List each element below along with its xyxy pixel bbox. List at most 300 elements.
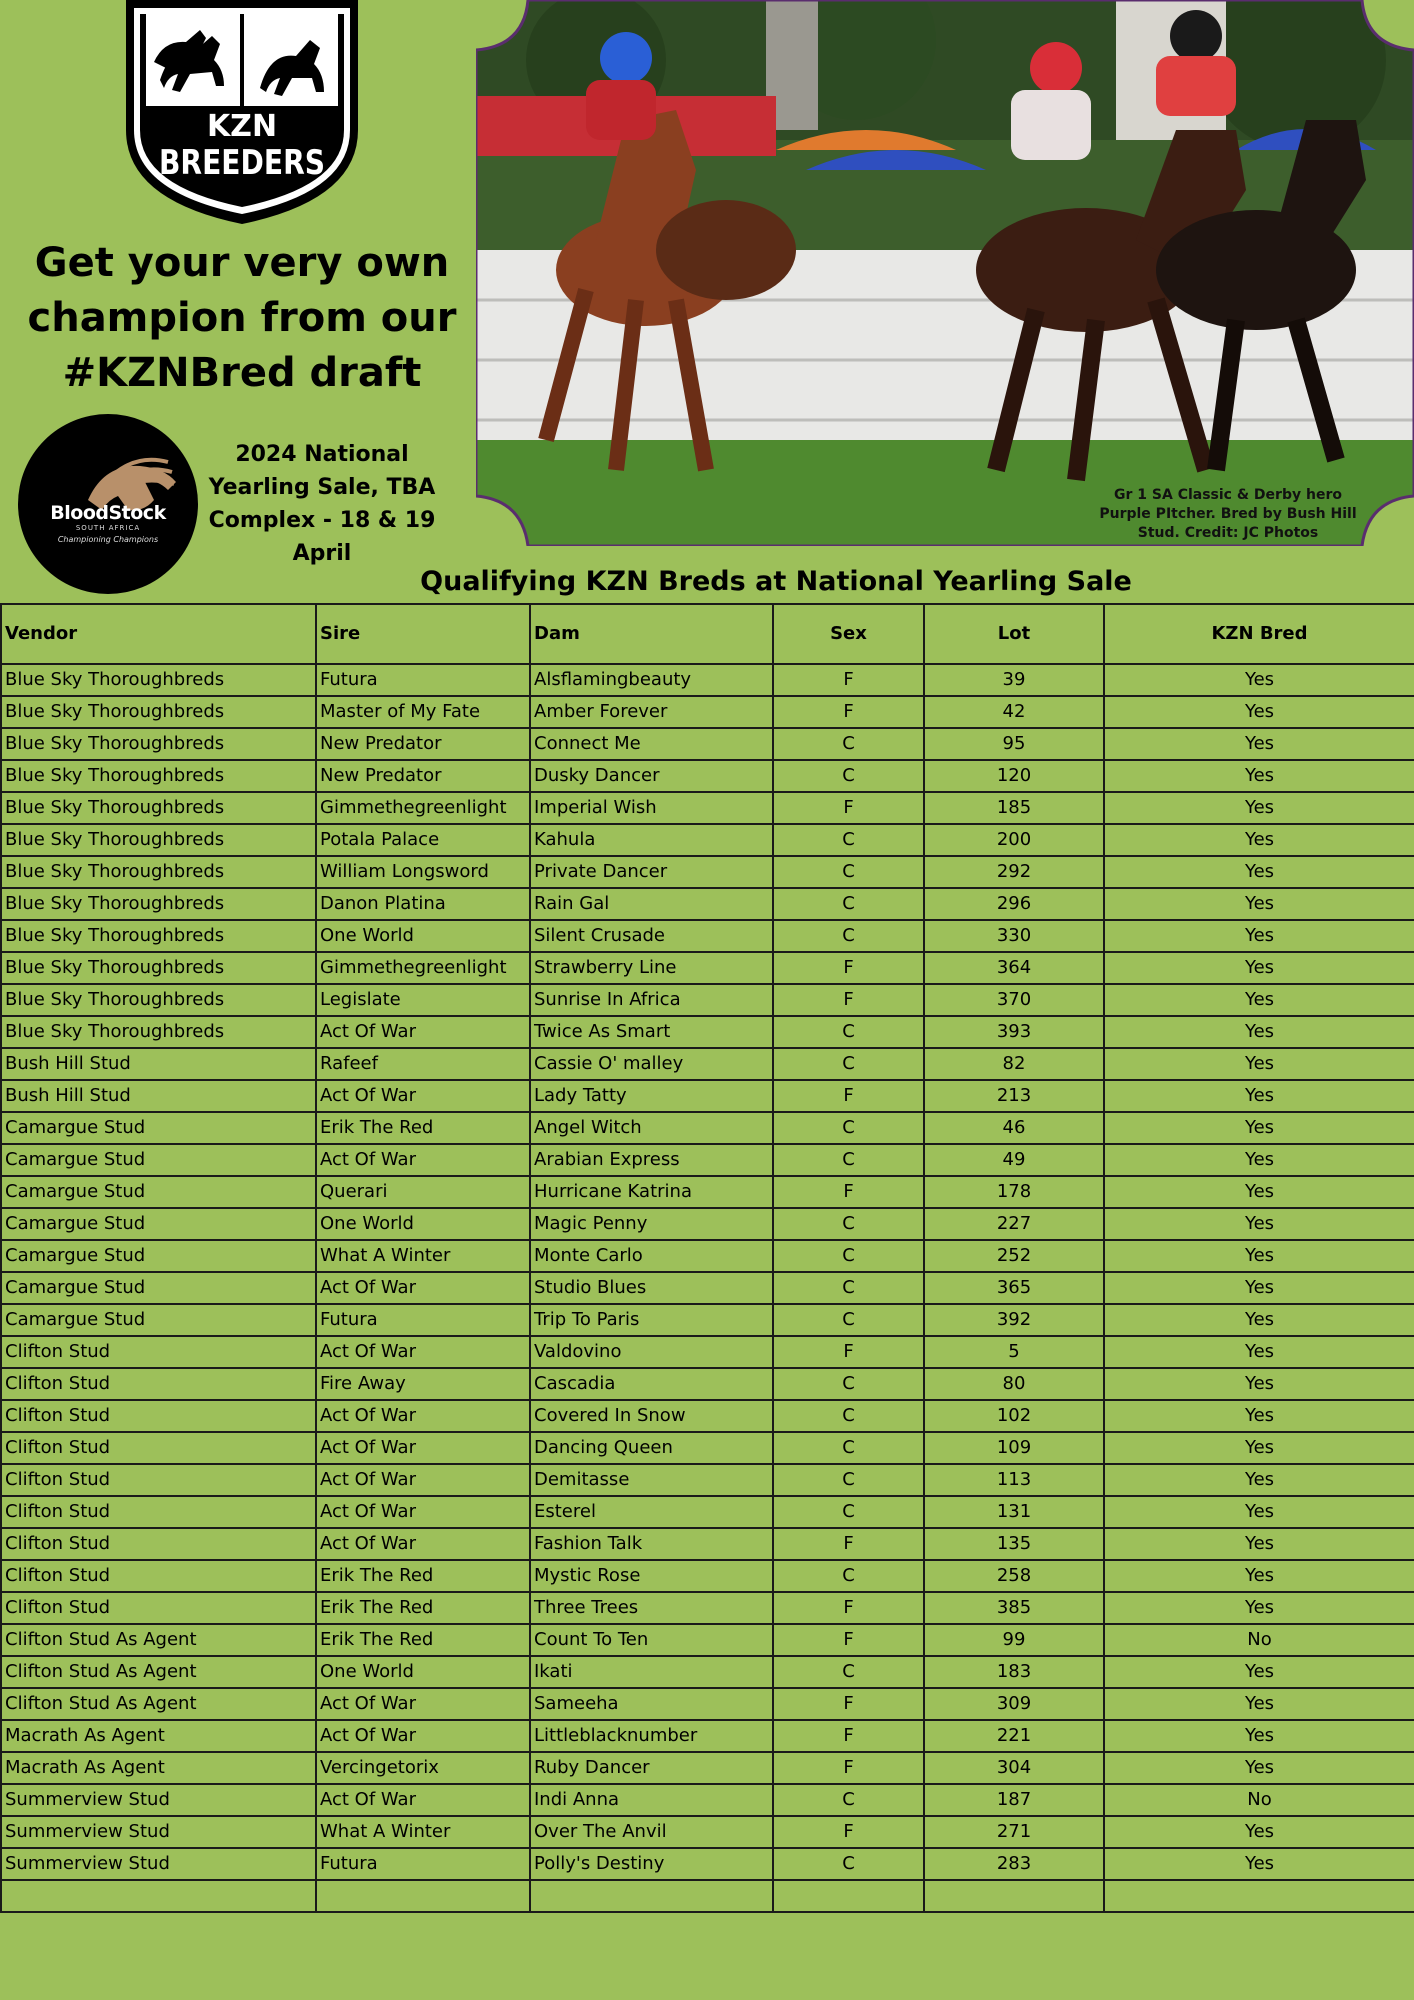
table-row	[1, 1464, 1414, 1496]
cell-sex: F	[773, 664, 924, 696]
cell-dam: Arabian Express	[530, 1144, 773, 1176]
cell-dam: Three Trees	[530, 1592, 773, 1624]
table-row	[1, 1528, 1414, 1560]
column-header-dam: Dam	[530, 604, 773, 664]
cell-dam: Kahula	[530, 824, 773, 856]
cell-vendor: Camargue Stud	[1, 1176, 316, 1208]
caption-line-2: Purple PItcher. Bred by Bush Hill	[1099, 506, 1357, 522]
cell-kzn-bred: Yes	[1104, 1688, 1414, 1720]
table-row	[1, 1016, 1414, 1048]
cell-sire: Act Of War	[316, 1400, 530, 1432]
cell-kzn-bred: Yes	[1104, 920, 1414, 952]
cell-sex: F	[773, 1080, 924, 1112]
bloodstock-name: BloodStock	[50, 502, 166, 524]
cell-lot: 46	[924, 1112, 1104, 1144]
cell-sire: Vercingetorix	[316, 1752, 530, 1784]
cell-vendor: Blue Sky Thoroughbreds	[1, 792, 316, 824]
cell-sex: F	[773, 696, 924, 728]
cell-dam: Studio Blues	[530, 1272, 773, 1304]
cell-kzn-bred: Yes	[1104, 696, 1414, 728]
cell-lot: 227	[924, 1208, 1104, 1240]
cell-sire: Potala Palace	[316, 824, 530, 856]
empty-cell	[924, 1880, 1104, 1912]
cell-sex: C	[773, 1432, 924, 1464]
cell-vendor: Camargue Stud	[1, 1112, 316, 1144]
cell-dam: Fashion Talk	[530, 1528, 773, 1560]
cell-sire: One World	[316, 920, 530, 952]
cell-lot: 42	[924, 696, 1104, 728]
column-header-sire: Sire	[316, 604, 530, 664]
cell-vendor: Blue Sky Thoroughbreds	[1, 760, 316, 792]
cell-sire: What A Winter	[316, 1240, 530, 1272]
cell-sire: Act Of War	[316, 1784, 530, 1816]
cell-dam: Indi Anna	[530, 1784, 773, 1816]
cell-vendor: Blue Sky Thoroughbreds	[1, 920, 316, 952]
cell-lot: 258	[924, 1560, 1104, 1592]
cell-dam: Ruby Dancer	[530, 1752, 773, 1784]
table-row	[1, 920, 1414, 952]
cell-sire: William Longsword	[316, 856, 530, 888]
cell-kzn-bred: Yes	[1104, 1816, 1414, 1848]
cell-sire: Futura	[316, 664, 530, 696]
cell-dam: Magic Penny	[530, 1208, 773, 1240]
cell-dam: Private Dancer	[530, 856, 773, 888]
cell-lot: 95	[924, 728, 1104, 760]
cell-sex: C	[773, 1656, 924, 1688]
cell-kzn-bred: Yes	[1104, 1560, 1414, 1592]
cell-sex: F	[773, 1816, 924, 1848]
table-row	[1, 1272, 1414, 1304]
cell-lot: 283	[924, 1848, 1104, 1880]
cell-sire: New Predator	[316, 728, 530, 760]
cell-dam: Sunrise In Africa	[530, 984, 773, 1016]
headline-line-2: champion from our	[27, 295, 457, 341]
cell-dam: Sameeha	[530, 1688, 773, 1720]
table-row	[1, 1592, 1414, 1624]
cell-lot: 185	[924, 792, 1104, 824]
cell-kzn-bred: Yes	[1104, 1048, 1414, 1080]
cell-vendor: Blue Sky Thoroughbreds	[1, 728, 316, 760]
cell-sire: What A Winter	[316, 1816, 530, 1848]
cell-kzn-bred: Yes	[1104, 760, 1414, 792]
cell-lot: 82	[924, 1048, 1104, 1080]
cell-kzn-bred: Yes	[1104, 1144, 1414, 1176]
cell-dam: Polly's Destiny	[530, 1848, 773, 1880]
cell-vendor: Blue Sky Thoroughbreds	[1, 984, 316, 1016]
cell-sex: F	[773, 792, 924, 824]
cell-sex: C	[773, 856, 924, 888]
table-row	[1, 1208, 1414, 1240]
empty-cell	[1, 1880, 316, 1912]
cell-vendor: Camargue Stud	[1, 1272, 316, 1304]
cell-sire: Act Of War	[316, 1688, 530, 1720]
cell-lot: 393	[924, 1016, 1104, 1048]
cell-vendor: Summerview Stud	[1, 1784, 316, 1816]
cell-kzn-bred: Yes	[1104, 984, 1414, 1016]
cell-sex: F	[773, 1528, 924, 1560]
cell-lot: 292	[924, 856, 1104, 888]
empty-row	[1, 1880, 1414, 1912]
cell-sex: C	[773, 1848, 924, 1880]
cell-kzn-bred: Yes	[1104, 1368, 1414, 1400]
cell-vendor: Blue Sky Thoroughbreds	[1, 856, 316, 888]
cell-sire: Gimmethegreenlight	[316, 952, 530, 984]
cell-kzn-bred: Yes	[1104, 1080, 1414, 1112]
cell-sire: Act Of War	[316, 1144, 530, 1176]
cell-lot: 330	[924, 920, 1104, 952]
cell-kzn-bred: Yes	[1104, 888, 1414, 920]
cell-sex: C	[773, 1368, 924, 1400]
cell-lot: 5	[924, 1336, 1104, 1368]
cell-vendor: Camargue Stud	[1, 1304, 316, 1336]
table-row	[1, 1848, 1414, 1880]
bloodstock-sub: SOUTH AFRICA	[75, 524, 141, 532]
cell-dam: Connect Me	[530, 728, 773, 760]
cell-sex: F	[773, 1592, 924, 1624]
empty-cell	[773, 1880, 924, 1912]
table-row	[1, 1560, 1414, 1592]
table-title: Qualifying KZN Breds at National Yearling Sale	[420, 566, 1132, 597]
cell-lot: 304	[924, 1752, 1104, 1784]
sale-info-line-2: Yearling Sale, TBA	[208, 475, 436, 500]
column-header-sex: Sex	[773, 604, 924, 664]
table-row	[1, 1688, 1414, 1720]
cell-lot: 187	[924, 1784, 1104, 1816]
cell-dam: Imperial Wish	[530, 792, 773, 824]
cell-sex: F	[773, 1624, 924, 1656]
cell-kzn-bred: Yes	[1104, 1240, 1414, 1272]
cell-dam: Littleblacknumber	[530, 1720, 773, 1752]
cell-lot: 183	[924, 1656, 1104, 1688]
cell-dam: Cascadia	[530, 1368, 773, 1400]
cell-vendor: Clifton Stud As Agent	[1, 1656, 316, 1688]
cell-sire: Erik The Red	[316, 1560, 530, 1592]
headline	[20, 236, 464, 401]
cell-sire: Erik The Red	[316, 1624, 530, 1656]
cell-sire: Futura	[316, 1848, 530, 1880]
table-row	[1, 728, 1414, 760]
cell-kzn-bred: Yes	[1104, 1112, 1414, 1144]
cell-dam: Dusky Dancer	[530, 760, 773, 792]
cell-sire: Erik The Red	[316, 1112, 530, 1144]
cell-sire: Act Of War	[316, 1272, 530, 1304]
cell-sex: C	[773, 824, 924, 856]
cell-vendor: Summerview Stud	[1, 1816, 316, 1848]
cell-lot: 213	[924, 1080, 1104, 1112]
table-row	[1, 760, 1414, 792]
cell-dam: Hurricane Katrina	[530, 1176, 773, 1208]
cell-sex: C	[773, 1112, 924, 1144]
cell-kzn-bred: No	[1104, 1784, 1414, 1816]
cell-kzn-bred: Yes	[1104, 1432, 1414, 1464]
cell-sire: Act Of War	[316, 1496, 530, 1528]
cell-kzn-bred: Yes	[1104, 1336, 1414, 1368]
cell-kzn-bred: Yes	[1104, 1592, 1414, 1624]
cell-dam: Over The Anvil	[530, 1816, 773, 1848]
cell-kzn-bred: Yes	[1104, 1208, 1414, 1240]
table-header-row	[1, 604, 1414, 664]
cell-sire: One World	[316, 1656, 530, 1688]
cell-vendor: Camargue Stud	[1, 1208, 316, 1240]
cell-vendor: Clifton Stud	[1, 1432, 316, 1464]
cell-kzn-bred: Yes	[1104, 1720, 1414, 1752]
cell-vendor: Clifton Stud	[1, 1464, 316, 1496]
table-row	[1, 1112, 1414, 1144]
table-row	[1, 1304, 1414, 1336]
cell-lot: 131	[924, 1496, 1104, 1528]
cell-sex: C	[773, 1400, 924, 1432]
cell-lot: 309	[924, 1688, 1104, 1720]
empty-cell	[530, 1880, 773, 1912]
cell-lot: 296	[924, 888, 1104, 920]
table-row	[1, 824, 1414, 856]
cell-vendor: Camargue Stud	[1, 1144, 316, 1176]
cell-vendor: Camargue Stud	[1, 1240, 316, 1272]
caption-line-1: Gr 1 SA Classic & Derby hero	[1114, 487, 1342, 503]
cell-sex: C	[773, 1048, 924, 1080]
cell-dam: Amber Forever	[530, 696, 773, 728]
cell-sire: Erik The Red	[316, 1592, 530, 1624]
cell-sire: Danon Platina	[316, 888, 530, 920]
cell-sex: F	[773, 984, 924, 1016]
cell-lot: 385	[924, 1592, 1104, 1624]
cell-sex: C	[773, 1240, 924, 1272]
cell-sire: Act Of War	[316, 1336, 530, 1368]
cell-dam: Strawberry Line	[530, 952, 773, 984]
race-photo	[476, 0, 1414, 546]
cell-sire: Act Of War	[316, 1080, 530, 1112]
cell-sire: Querari	[316, 1176, 530, 1208]
cell-dam: Esterel	[530, 1496, 773, 1528]
cell-sire: One World	[316, 1208, 530, 1240]
table-body	[1, 664, 1414, 1912]
cell-lot: 364	[924, 952, 1104, 984]
cell-vendor: Clifton Stud As Agent	[1, 1688, 316, 1720]
cell-kzn-bred: Yes	[1104, 1304, 1414, 1336]
cell-kzn-bred: Yes	[1104, 856, 1414, 888]
cell-lot: 120	[924, 760, 1104, 792]
table-row	[1, 984, 1414, 1016]
table-row	[1, 664, 1414, 696]
cell-kzn-bred: Yes	[1104, 664, 1414, 696]
table-row	[1, 1176, 1414, 1208]
cell-kzn-bred: Yes	[1104, 1400, 1414, 1432]
table-row	[1, 1368, 1414, 1400]
table-row	[1, 1432, 1414, 1464]
cell-lot: 99	[924, 1624, 1104, 1656]
cell-vendor: Clifton Stud	[1, 1528, 316, 1560]
cell-vendor: Blue Sky Thoroughbreds	[1, 952, 316, 984]
yearlings-table	[0, 603, 1414, 1913]
column-header-kzn-bred: KZN Bred	[1104, 604, 1414, 664]
sale-info-line-3: Complex - 18 & 19	[208, 508, 436, 533]
column-header-vendor: Vendor	[1, 604, 316, 664]
cell-sex: C	[773, 920, 924, 952]
table-row	[1, 1240, 1414, 1272]
cell-kzn-bred: Yes	[1104, 1848, 1414, 1880]
cell-lot: 200	[924, 824, 1104, 856]
cell-vendor: Clifton Stud	[1, 1592, 316, 1624]
cell-sex: F	[773, 1176, 924, 1208]
table-row	[1, 1816, 1414, 1848]
cell-sire: New Predator	[316, 760, 530, 792]
cell-kzn-bred: Yes	[1104, 728, 1414, 760]
headline-line-3: #KZNBred draft	[62, 350, 422, 396]
cell-dam: Twice As Smart	[530, 1016, 773, 1048]
table-row	[1, 1048, 1414, 1080]
table-row	[1, 1496, 1414, 1528]
cell-sire: Act Of War	[316, 1528, 530, 1560]
cell-sire: Fire Away	[316, 1368, 530, 1400]
cell-sex: C	[773, 1272, 924, 1304]
cell-sire: Act Of War	[316, 1432, 530, 1464]
table-row	[1, 1624, 1414, 1656]
cell-vendor: Blue Sky Thoroughbreds	[1, 824, 316, 856]
cell-kzn-bred: Yes	[1104, 1528, 1414, 1560]
cell-vendor: Clifton Stud As Agent	[1, 1624, 316, 1656]
table-row	[1, 1720, 1414, 1752]
cell-dam: Ikati	[530, 1656, 773, 1688]
cell-sex: C	[773, 888, 924, 920]
cell-dam: Alsflamingbeauty	[530, 664, 773, 696]
cell-sire: Act Of War	[316, 1016, 530, 1048]
cell-dam: Cassie O' malley	[530, 1048, 773, 1080]
cell-sex: F	[773, 1688, 924, 1720]
photo-caption	[1078, 486, 1378, 543]
cell-dam: Valdovino	[530, 1336, 773, 1368]
empty-cell	[1104, 1880, 1414, 1912]
cell-sex: C	[773, 760, 924, 792]
cell-sex: F	[773, 1336, 924, 1368]
cell-kzn-bred: Yes	[1104, 1176, 1414, 1208]
table-row	[1, 1752, 1414, 1784]
cell-sex: C	[773, 1496, 924, 1528]
cell-sex: C	[773, 1560, 924, 1592]
cell-kzn-bred: Yes	[1104, 952, 1414, 984]
cell-sex: C	[773, 1144, 924, 1176]
cell-dam: Count To Ten	[530, 1624, 773, 1656]
empty-cell	[316, 1880, 530, 1912]
headline-line-1: Get your very own	[34, 240, 450, 286]
cell-dam: Mystic Rose	[530, 1560, 773, 1592]
cell-vendor: Macrath As Agent	[1, 1752, 316, 1784]
cell-vendor: Clifton Stud	[1, 1336, 316, 1368]
cell-dam: Demitasse	[530, 1464, 773, 1496]
bloodstock-tagline: Championing Champions	[57, 535, 159, 544]
table-row	[1, 792, 1414, 824]
table-row	[1, 1656, 1414, 1688]
cell-lot: 39	[924, 664, 1104, 696]
cell-vendor: Blue Sky Thoroughbreds	[1, 664, 316, 696]
cell-dam: Trip To Paris	[530, 1304, 773, 1336]
cell-lot: 392	[924, 1304, 1104, 1336]
table-row	[1, 952, 1414, 984]
cell-sex: C	[773, 1016, 924, 1048]
cell-vendor: Clifton Stud	[1, 1560, 316, 1592]
kzn-breeders-logo	[120, 0, 364, 226]
cell-dam: Covered In Snow	[530, 1400, 773, 1432]
cell-sex: F	[773, 952, 924, 984]
caption-line-3: Stud. Credit: JC Photos	[1137, 525, 1319, 541]
cell-sex: F	[773, 1752, 924, 1784]
cell-vendor: Clifton Stud	[1, 1400, 316, 1432]
cell-kzn-bred: Yes	[1104, 1752, 1414, 1784]
cell-sex: F	[773, 1720, 924, 1752]
table-row	[1, 1080, 1414, 1112]
cell-vendor: Clifton Stud	[1, 1496, 316, 1528]
cell-sire: Gimmethegreenlight	[316, 792, 530, 824]
cell-kzn-bred: Yes	[1104, 824, 1414, 856]
table-row	[1, 1784, 1414, 1816]
table-row	[1, 1144, 1414, 1176]
cell-dam: Angel Witch	[530, 1112, 773, 1144]
cell-sire: Master of My Fate	[316, 696, 530, 728]
cell-dam: Monte Carlo	[530, 1240, 773, 1272]
cell-vendor: Summerview Stud	[1, 1848, 316, 1880]
sale-info	[200, 438, 444, 570]
cell-kzn-bred: Yes	[1104, 792, 1414, 824]
cell-lot: 135	[924, 1528, 1104, 1560]
cell-lot: 102	[924, 1400, 1104, 1432]
cell-dam: Silent Crusade	[530, 920, 773, 952]
cell-lot: 109	[924, 1432, 1104, 1464]
cell-sire: Legislate	[316, 984, 530, 1016]
cell-lot: 252	[924, 1240, 1104, 1272]
cell-vendor: Macrath As Agent	[1, 1720, 316, 1752]
cell-vendor: Clifton Stud	[1, 1368, 316, 1400]
cell-lot: 178	[924, 1176, 1104, 1208]
cell-vendor: Blue Sky Thoroughbreds	[1, 696, 316, 728]
cell-lot: 49	[924, 1144, 1104, 1176]
cell-lot: 271	[924, 1816, 1104, 1848]
cell-lot: 221	[924, 1720, 1104, 1752]
cell-sex: C	[773, 728, 924, 760]
cell-vendor: Blue Sky Thoroughbreds	[1, 888, 316, 920]
cell-sex: C	[773, 1784, 924, 1816]
cell-kzn-bred: No	[1104, 1624, 1414, 1656]
logo-text-kzn: KZN	[206, 109, 278, 144]
cell-kzn-bred: Yes	[1104, 1464, 1414, 1496]
cell-sex: C	[773, 1464, 924, 1496]
cell-sire: Act Of War	[316, 1720, 530, 1752]
table-row	[1, 856, 1414, 888]
cell-lot: 80	[924, 1368, 1104, 1400]
table-row	[1, 888, 1414, 920]
column-header-lot: Lot	[924, 604, 1104, 664]
cell-dam: Lady Tatty	[530, 1080, 773, 1112]
cell-dam: Rain Gal	[530, 888, 773, 920]
cell-sire: Act Of War	[316, 1464, 530, 1496]
table-row	[1, 696, 1414, 728]
cell-vendor: Bush Hill Stud	[1, 1080, 316, 1112]
table-row	[1, 1336, 1414, 1368]
cell-sire: Futura	[316, 1304, 530, 1336]
cell-lot: 370	[924, 984, 1104, 1016]
cell-sex: C	[773, 1304, 924, 1336]
cell-kzn-bred: Yes	[1104, 1656, 1414, 1688]
cell-vendor: Bush Hill Stud	[1, 1048, 316, 1080]
cell-kzn-bred: Yes	[1104, 1496, 1414, 1528]
cell-kzn-bred: Yes	[1104, 1016, 1414, 1048]
sale-info-line-4: April	[292, 541, 352, 566]
table-row	[1, 1400, 1414, 1432]
cell-vendor: Blue Sky Thoroughbreds	[1, 1016, 316, 1048]
logo-text-breeders: BREEDERS	[159, 143, 325, 183]
cell-kzn-bred: Yes	[1104, 1272, 1414, 1304]
cell-sex: C	[773, 1208, 924, 1240]
cell-lot: 113	[924, 1464, 1104, 1496]
sale-info-line-1: 2024 National	[235, 442, 409, 467]
